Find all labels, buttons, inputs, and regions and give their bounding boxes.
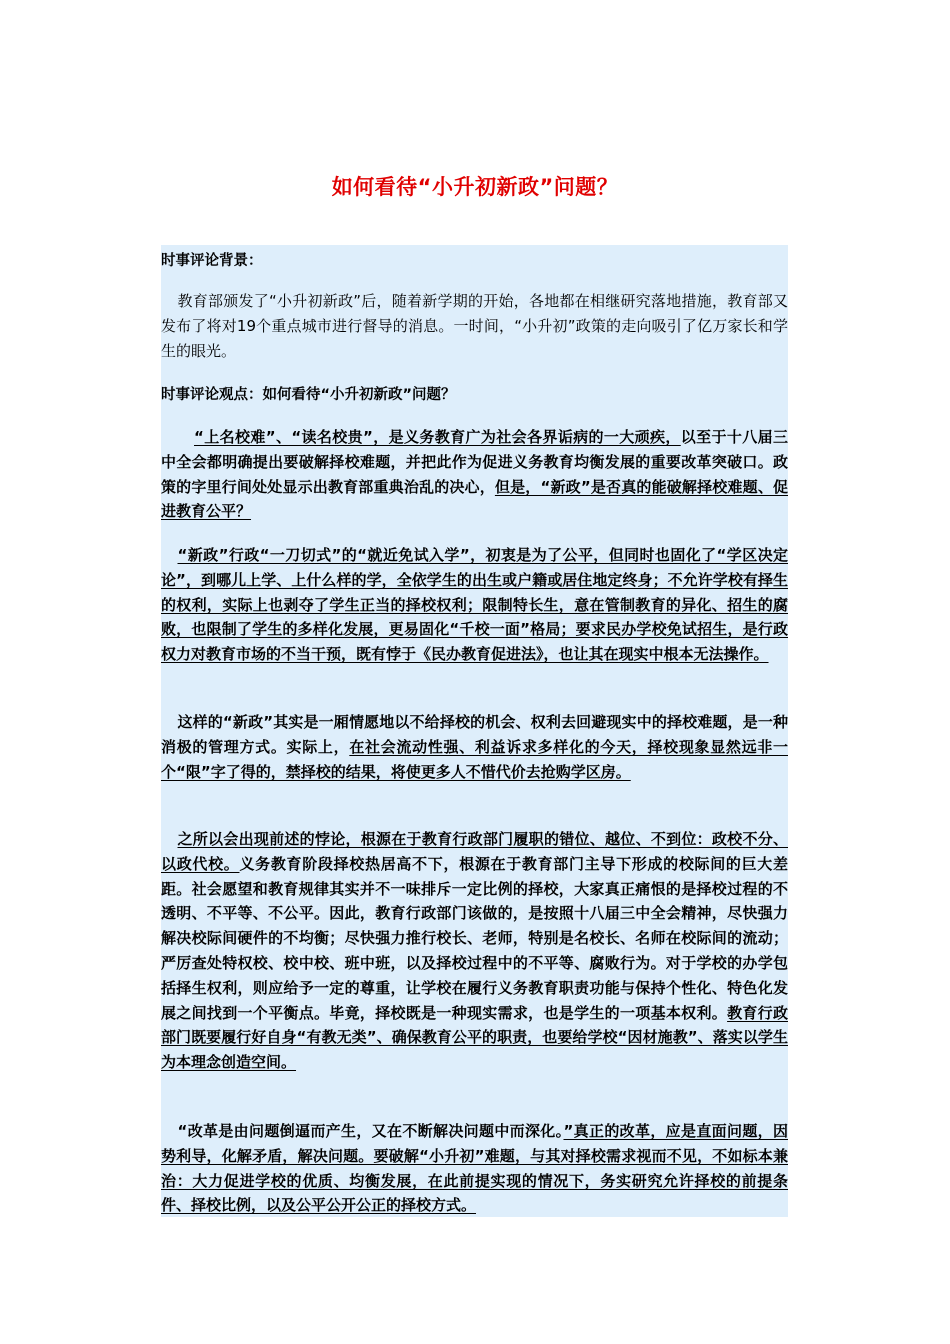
comment-content-box	[161, 245, 788, 1217]
p3-body: 这样的“新政”其实是一厢情愿地以不给择校的机会、权利去回避现实中的择校难题，是一种消极的管理方式。实际上，	[161, 713, 788, 756]
p3-underlined-conclusion: 在社会流动性强、利益诉求多样化的今天，择校现象显然远非一个“限”字了得的，禁择校的结果，将使更多人不惜代价去抢购学区房。	[161, 737, 788, 781]
viewpoint-paragraph-5	[161, 1119, 788, 1218]
background-paragraph: 教育部颁发了“小升初新政”后，随着新学期的开始，各地都在相继研究落地措施，教育部又发布了将对19个重点城市进行督导的消息。一时间，“小升初”政策的走向吸引了亿万家长和学生的眼光。	[161, 292, 788, 360]
viewpoint-paragraph-2: “新政”行政“一刀切式”的“就近免试入学”，初衷是为了公平，但同时也固化了“学区决定论”，到哪儿上学、上什么样的学，全依学生的出生或户籍或居住地定终身；不允许学校有择生的权利，实际上也剥夺了学生正当的择校权利；限制特长生，意在管制教育的异化、招生的腐败，也限制了学生的多样化发展，更易固化“千校一面”格局；要求民办学校免试招生，是行政权力对教育市场的不当干预，既有悖于《民办教育促进法》，也让其在现实中根本无法操作。	[161, 546, 788, 664]
viewpoint-paragraph-3	[161, 710, 788, 784]
p4-body: 义务教育阶段择校热居高不下，根源在于教育部门主导下形成的校际间的巨大差距。社会愿望和教育规律其实并不一味排斥一定比例的择校，大家真正痛恨的是择校过程的不透明、不平等、不公平。因此，教育行政部门该做的，是按照十八届三中全会精神，尽快强力解决校际间硬件的不均衡；尽快强力推行校长、老师，特别是名校长、名师在校际间的流动；严厉查处特权校、校中校、班中班，以及择校过程中的不平等、腐败行为。对于学校的办学包括择生权利，则应给予一定的尊重，让学校在履行义务教育职责功能与保持个性化、特色化发展之间找到一个平衡点。毕竟，择校既是一种现实需求，也是学生的一项基本权利。	[161, 854, 788, 1022]
p4-underlined-conclusion: 教育行政部门既要履行好自身“有教无类”、确保教育公平的职责，也要给学校“因材施教”、落实以学生为本理念创造空间。	[161, 1003, 788, 1072]
p4-underlined-opening: 之所以会出现前述的悖论，根源在于教育行政部门履职的错位、越位、不到位：政校不分、以政代校。	[161, 830, 788, 873]
viewpoint-paragraph-1	[161, 425, 788, 524]
viewpoint-paragraph-4	[161, 827, 788, 1075]
p1-underlined-opening: “上名校难”、“读名校贵”，是义务教育广为社会各界诟病的一大顽疾，	[194, 428, 681, 446]
p1-body: 以至于十八届三中全会都明确提出要破解择校难题，并把此作为促进义务教育均衡发展的重要改革突破口。政策的字里行间处处显示出教育部重典治乱的决心，	[161, 428, 788, 496]
document-title: 如何看待“小升初新政”问题？	[331, 175, 619, 199]
p5-underlined-conclusion: ”真正的改革，应是直面问题，因势利导，化解矛盾，解决问题。要破解“小升初”难题，与其对择校需求视而不见，不如标本兼治：大力促进学校的优质、均衡发展，在此前提实现的情况下，务实研究允许择校的前提条件、择校比例，以及公平公开公正的择校方式。	[161, 1122, 788, 1215]
p1-underlined-question: 但是，“新政”是否真的能破解择校难题、促进教育公平？	[161, 477, 788, 521]
background-label: 时事评论背景：	[161, 253, 263, 269]
p5-quote: “改革是由问题倒逼而产生，又在不断解决问题中而深化。	[177, 1122, 564, 1140]
viewpoint-label: 时事评论观点：如何看待“小升初新政”问题？	[161, 387, 456, 403]
